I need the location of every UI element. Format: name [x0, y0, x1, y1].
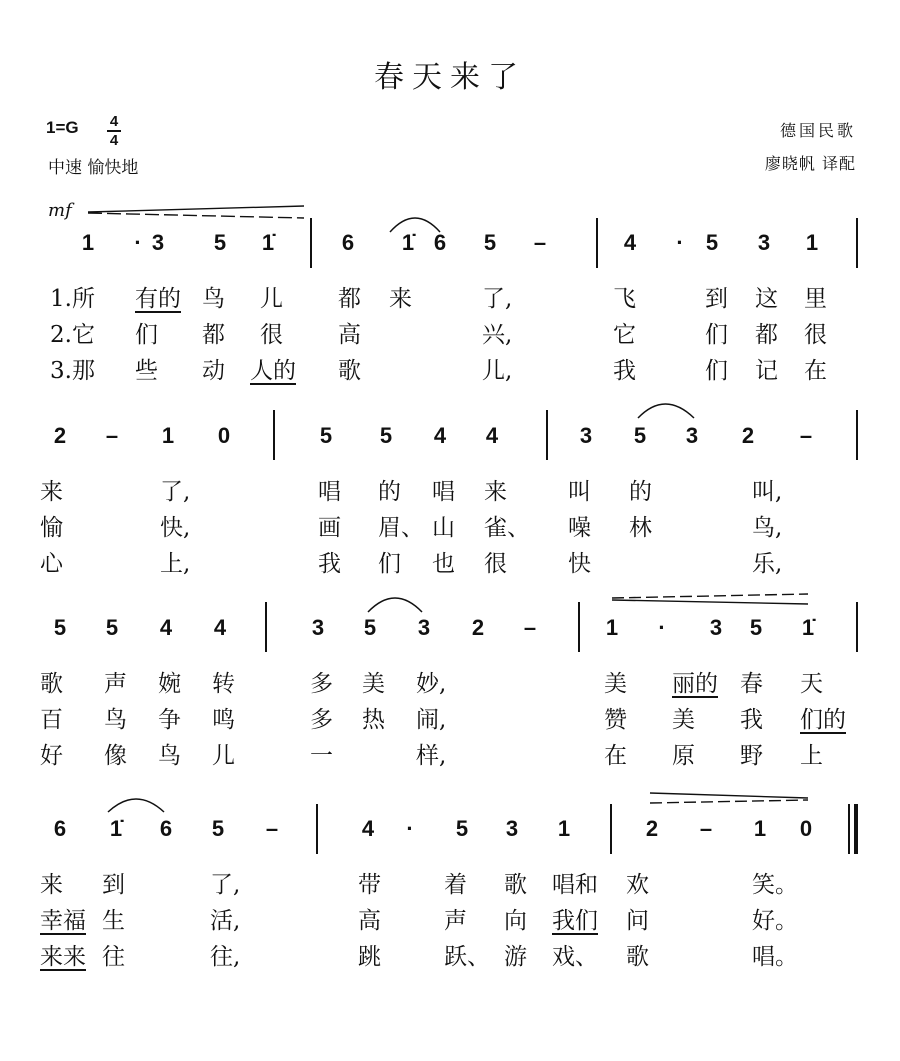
song-title: 春天来了 — [374, 60, 526, 95]
lyric-word: 唱和 — [552, 872, 598, 898]
lyric-word: 了, — [210, 872, 241, 898]
note: 4 — [485, 423, 499, 448]
hairpin-row3 — [612, 594, 808, 604]
lyric-word: 带 — [358, 872, 381, 898]
note: – — [533, 230, 547, 255]
lyric-word: 往, — [210, 944, 241, 970]
note: · — [658, 615, 666, 640]
lyric-word: 都 — [202, 322, 225, 348]
lyric-word: 快, — [160, 515, 191, 541]
note: 1 — [81, 230, 95, 255]
note: 5 — [53, 615, 67, 640]
lyric-word: 画 — [318, 515, 341, 541]
lyric-word: 来来 — [40, 944, 86, 970]
note: 3 — [311, 615, 325, 640]
lyric-word: 快 — [568, 551, 591, 577]
note: – — [523, 615, 537, 640]
lyric-word: 们 — [705, 358, 728, 384]
lyric-word: 都 — [338, 286, 361, 312]
slur-row2 — [638, 404, 694, 418]
lyric-word: 唱 — [432, 479, 455, 505]
lyric-word: 儿 — [260, 286, 283, 312]
note: 0 — [799, 816, 813, 841]
lyric-word: 原 — [672, 743, 695, 769]
lyric-word: 问 — [626, 908, 649, 934]
composer-credit: 德国民歌 — [779, 121, 856, 140]
lyric-word: 些 — [135, 358, 158, 384]
lyric-word: 们 — [135, 322, 158, 348]
lyric-word: 有的 — [135, 286, 181, 312]
note: · — [406, 816, 414, 841]
lyric-word: 高 — [358, 908, 381, 934]
note: – — [799, 423, 813, 448]
note: – — [699, 816, 713, 841]
lyric-word: 2.它 — [50, 322, 95, 348]
note: 2 — [53, 423, 67, 448]
lyric-word: 到 — [705, 286, 728, 312]
lyric-word: 样, — [416, 743, 447, 769]
note: 4 — [159, 615, 173, 640]
lyric-word: 儿 — [212, 743, 235, 769]
lyric-word: 美 — [362, 671, 385, 697]
lyric-word: 叫, — [752, 479, 783, 505]
note: 5 — [105, 615, 119, 640]
lyric-word: 鸟 — [104, 707, 127, 733]
arranger-credit: 廖晓帆 译配 — [764, 154, 856, 173]
note: 5 — [749, 615, 763, 640]
lyric-word: 婉 — [158, 671, 181, 697]
lyric-word: 在 — [804, 358, 827, 384]
lyric-word: 的 — [629, 479, 652, 505]
lyric-word: 们的 — [800, 707, 846, 733]
note: 4 — [361, 816, 375, 841]
lyric-word: 欢 — [626, 872, 649, 898]
lyric-word: 们 — [705, 322, 728, 348]
lyric-word: 来 — [389, 286, 412, 312]
lyric-word: 3.那 — [50, 358, 95, 384]
note: 5 — [483, 230, 497, 255]
lyric-word: 春 — [740, 671, 763, 697]
note: 5 — [455, 816, 469, 841]
note: 1 — [161, 423, 175, 448]
note: 5 — [211, 816, 225, 841]
lyric-word: 我 — [613, 358, 636, 384]
lyric-word: 生 — [102, 908, 125, 934]
lyric-word: 了, — [160, 479, 191, 505]
lyric-word: 好。 — [752, 908, 798, 934]
lyric-word: 噪 — [568, 515, 591, 541]
lyric-word: 歌 — [626, 944, 649, 970]
lyric-word: 鸟 — [158, 743, 181, 769]
tempo-marking: 中速 愉快地 — [48, 158, 139, 178]
lyric-word: 我们 — [552, 908, 598, 934]
lyric-word: 来 — [40, 872, 63, 898]
lyric-word: 很 — [484, 551, 507, 577]
lyric-word: 动 — [202, 358, 225, 384]
lyric-word: 赞 — [604, 707, 627, 733]
hairpin-row1 — [88, 206, 304, 218]
lyric-word: 跳 — [358, 944, 381, 970]
lyric-word: 一 — [310, 743, 333, 769]
lyric-word: 声 — [444, 908, 467, 934]
lyric-word: 上 — [800, 743, 823, 769]
lyric-word: 向 — [504, 908, 527, 934]
note: 3 — [757, 230, 771, 255]
lyric-word: 里 — [804, 286, 827, 312]
lyric-word: 美 — [604, 671, 627, 697]
lyric-word: 很 — [260, 322, 283, 348]
lyric-word: 飞 — [613, 286, 636, 312]
lyric-word: 百 — [40, 707, 63, 733]
note: 1̇ — [801, 615, 815, 640]
note: · — [676, 230, 684, 255]
lyric-word: 争 — [158, 707, 181, 733]
lyric-word: 丽的 — [672, 671, 718, 697]
lyric-word: 雀、 — [484, 515, 530, 541]
lyric-word: 野 — [740, 743, 763, 769]
lyric-word: 转 — [212, 671, 235, 697]
note: 6 — [53, 816, 67, 841]
note: 1̇ — [109, 816, 123, 841]
note: 4 — [213, 615, 227, 640]
lyric-word: 它 — [613, 322, 636, 348]
lyric-word: 们 — [378, 551, 401, 577]
lyric-word: 天 — [800, 671, 823, 697]
note: 5 — [213, 230, 227, 255]
lyric-word: 游 — [504, 944, 527, 970]
note: 1 — [605, 615, 619, 640]
lyric-word: 跃、 — [444, 944, 490, 970]
lyric-word: 心 — [40, 551, 63, 577]
lyric-word: 鸣 — [212, 707, 235, 733]
lyric-word: 人的 — [250, 358, 296, 384]
lyric-word: 声 — [104, 671, 127, 697]
lyric-word: 鸟 — [202, 286, 225, 312]
lyric-word: 活, — [210, 908, 241, 934]
lyric-word: 歌 — [338, 358, 361, 384]
lyric-word: 山 — [432, 515, 455, 541]
note: 1 — [557, 816, 571, 841]
time-signature-bottom: 4 — [109, 132, 119, 149]
note: 5 — [363, 615, 377, 640]
lyric-word: 往 — [102, 944, 125, 970]
note: 6 — [159, 816, 173, 841]
slur-row4 — [108, 799, 164, 812]
lyric-word: 1.所 — [50, 286, 95, 312]
lyric-word: 在 — [604, 743, 627, 769]
lyric-word: 多 — [310, 707, 333, 733]
lyric-word: 了, — [482, 286, 513, 312]
lyric-word: 妙, — [416, 671, 447, 697]
note: 2 — [471, 615, 485, 640]
lyric-word: 眉、 — [378, 515, 424, 541]
lyric-word: 美 — [672, 707, 695, 733]
note: 2 — [741, 423, 755, 448]
lyric-word: 闹, — [416, 707, 447, 733]
note: 4 — [433, 423, 447, 448]
note: – — [265, 816, 279, 841]
note: · — [134, 230, 142, 255]
note: 1 — [805, 230, 819, 255]
lyric-word: 儿, — [482, 358, 513, 384]
note: 5 — [319, 423, 333, 448]
note: 5 — [705, 230, 719, 255]
lyric-word: 戏、 — [552, 944, 598, 970]
lyric-word: 乐, — [752, 551, 783, 577]
note: 3 — [709, 615, 723, 640]
note: 2 — [645, 816, 659, 841]
lyric-word: 的 — [378, 479, 401, 505]
note: 3 — [417, 615, 431, 640]
note: 5 — [633, 423, 647, 448]
note: 1̇ — [401, 230, 415, 255]
lyric-word: 好 — [40, 743, 63, 769]
lyric-word: 唱。 — [752, 944, 798, 970]
lyric-word: 到 — [102, 872, 125, 898]
lyric-word: 热 — [362, 707, 385, 733]
time-signature-top: 4 — [109, 113, 119, 130]
slur-row3 — [368, 598, 422, 612]
lyric-word: 来 — [40, 479, 63, 505]
note: 3 — [685, 423, 699, 448]
lyric-word: 我 — [740, 707, 763, 733]
lyric-word: 幸福 — [40, 908, 86, 934]
note: 1̇ — [261, 230, 275, 255]
lyric-word: 歌 — [40, 671, 63, 697]
note: 6 — [433, 230, 447, 255]
lyric-word: 很 — [804, 322, 827, 348]
note: – — [105, 423, 119, 448]
lyric-word: 多 — [310, 671, 333, 697]
note: 0 — [217, 423, 231, 448]
dynamic-marking: mf — [48, 200, 72, 221]
lyric-word: 叫 — [568, 479, 591, 505]
note: 3 — [505, 816, 519, 841]
lyric-word: 歌 — [504, 872, 527, 898]
lyric-word: 着 — [444, 872, 467, 898]
lyric-word: 像 — [104, 743, 127, 769]
note: 3 — [151, 230, 165, 255]
lyric-word: 都 — [755, 322, 778, 348]
lyric-word: 鸟, — [752, 515, 783, 541]
lyric-word: 我 — [318, 551, 341, 577]
note: 6 — [341, 230, 355, 255]
lyric-word: 笑。 — [752, 872, 798, 898]
lyric-word: 愉 — [40, 515, 63, 541]
lyric-word: 记 — [755, 358, 778, 384]
lyric-word: 也 — [432, 551, 455, 577]
key-signature: 1=G — [46, 118, 79, 137]
note: 4 — [623, 230, 637, 255]
lyric-word: 高 — [338, 322, 361, 348]
lyric-word: 这 — [755, 286, 778, 312]
hairpin-row4 — [650, 793, 808, 803]
lyric-word: 来 — [484, 479, 507, 505]
note: 1 — [753, 816, 767, 841]
note: 5 — [379, 423, 393, 448]
lyric-word: 林 — [629, 515, 652, 541]
note: 3 — [579, 423, 593, 448]
lyric-word: 兴, — [482, 322, 513, 348]
slur-row1 — [390, 218, 440, 232]
lyric-word: 上, — [160, 551, 191, 577]
lyric-word: 唱 — [318, 479, 341, 505]
